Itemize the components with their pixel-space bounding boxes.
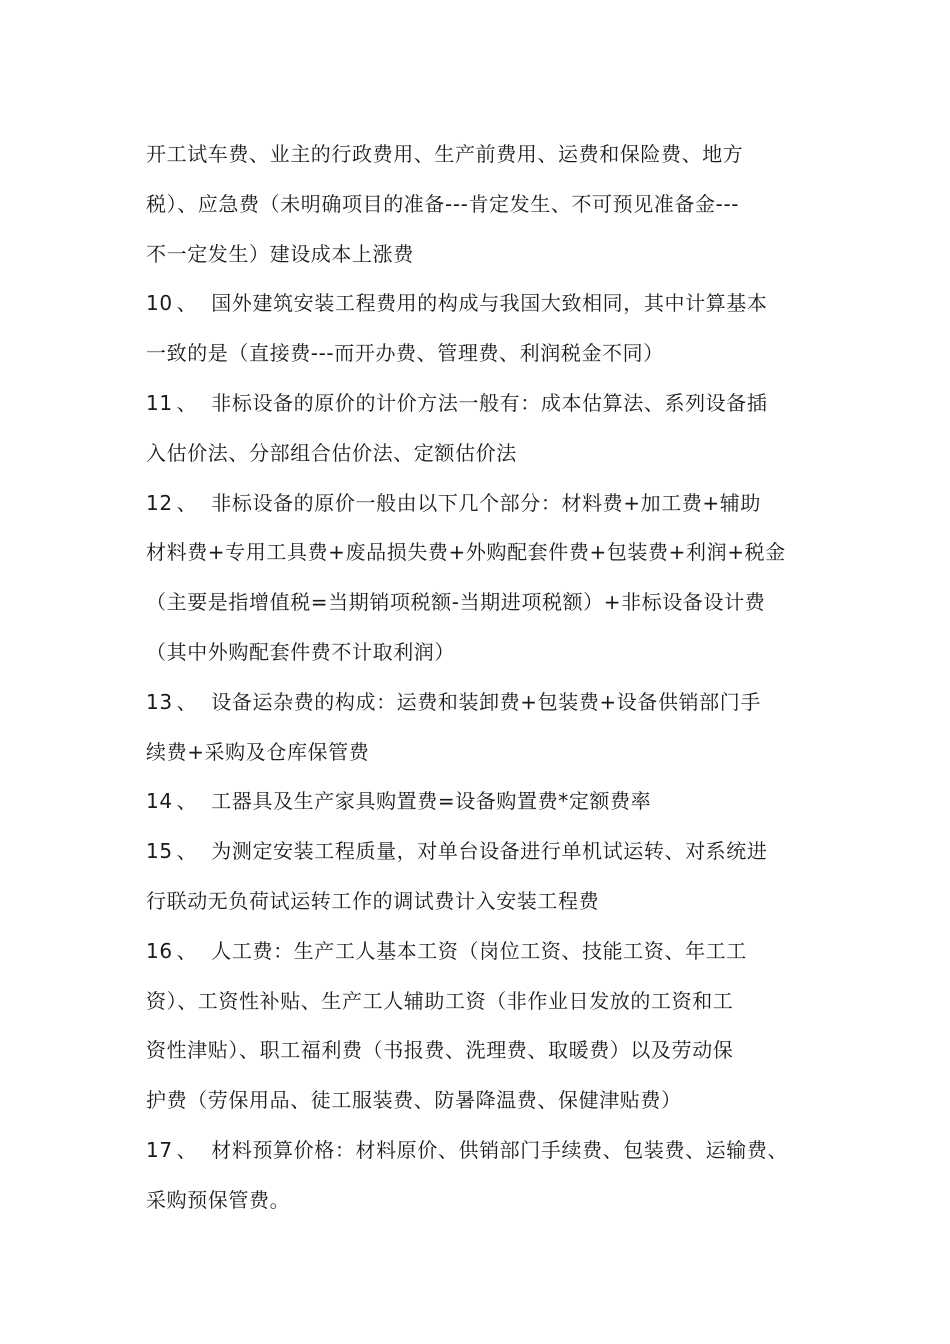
list-item — [146, 1126, 836, 1176]
text-line — [146, 329, 836, 379]
text-line — [146, 130, 836, 180]
item-separator: 、 — [176, 490, 198, 515]
line-text: （主要是指增值税=当期销项税额-当期进项税额）+非标设备设计费 — [146, 590, 766, 615]
line-text: 人工费：生产工人基本工资（岗位工资、技能工资、年工工 — [211, 938, 747, 963]
line-text: 不一定发生）建设成本上涨费 — [146, 241, 414, 266]
item-separator: 、 — [176, 839, 198, 864]
item-separator: 、 — [176, 789, 198, 814]
item-separator: 、 — [176, 689, 198, 714]
list-item — [146, 678, 836, 728]
text-line — [146, 1026, 836, 1076]
item-separator: 、 — [176, 390, 198, 415]
list-item — [146, 279, 836, 329]
item-separator: 、 — [176, 1137, 198, 1162]
list-item — [146, 927, 836, 977]
document-body — [146, 130, 836, 1226]
item-number: 15 — [146, 839, 173, 864]
text-line — [146, 1176, 836, 1226]
line-text: 行联动无负荷试运转工作的调试费计入安装工程费 — [146, 888, 600, 913]
item-number: 16 — [146, 938, 173, 963]
line-text: 资性津贴）、职工福利费（书报费、洗理费、取暖费）以及劳动保 — [146, 1038, 734, 1063]
text-line — [146, 877, 836, 927]
line-text: 为测定安装工程质量，对单台设备进行单机试运转、对系统进 — [211, 839, 768, 864]
list-item — [146, 379, 836, 429]
text-line — [146, 528, 836, 578]
item-number: 14 — [146, 789, 173, 814]
line-text: （其中外购配套件费不计取利润） — [146, 639, 455, 664]
line-text: 一致的是（直接费---而开办费、管理费、利润税金不同） — [146, 341, 664, 366]
line-text: 税）、应急费（未明确项目的准备---肯定发生、不可预见准备金--- — [146, 191, 740, 216]
line-text: 非标设备的原价的计价方法一般有：成本估算法、系列设备插 — [211, 390, 768, 415]
line-text: 材料预算价格：材料原价、供销部门手续费、包装费、运输费、 — [211, 1137, 789, 1162]
text-line — [146, 728, 836, 778]
line-text: 采购预保管费。 — [146, 1187, 291, 1212]
line-text: 国外建筑安装工程费用的构成与我国大致相同，其中计算基本 — [211, 291, 768, 316]
list-item — [146, 827, 836, 877]
text-line — [146, 977, 836, 1027]
list-item — [146, 777, 836, 827]
line-text: 材料费+专用工具费+废品损失费+外购配套件费+包装费+利润+税金 — [146, 540, 786, 565]
text-line — [146, 180, 836, 230]
text-line — [146, 1076, 836, 1126]
line-text: 续费+采购及仓库保管费 — [146, 739, 370, 764]
item-number: 17 — [146, 1137, 173, 1162]
line-text: 工器具及生产家具购置费=设备购置费*定额费率 — [211, 789, 652, 814]
item-number: 13 — [146, 689, 173, 714]
item-separator: 、 — [176, 938, 198, 963]
text-line — [146, 429, 836, 479]
line-text: 非标设备的原价一般由以下几个部分：材料费+加工费+辅助 — [211, 490, 761, 515]
item-number: 12 — [146, 490, 173, 515]
item-number: 11 — [146, 390, 173, 415]
text-line — [146, 230, 836, 280]
line-text: 护费（劳保用品、徒工服装费、防暑降温费、保健津贴费） — [146, 1088, 682, 1113]
line-text: 资）、工资性补贴、生产工人辅助工资（非作业日发放的工资和工 — [146, 988, 734, 1013]
list-item — [146, 479, 836, 529]
item-number: 10 — [146, 291, 173, 316]
line-text: 入估价法、分部组合估价法、定额估价法 — [146, 440, 517, 465]
item-separator: 、 — [176, 291, 198, 316]
line-text: 开工试车费、业主的行政费用、生产前费用、运费和保险费、地方 — [146, 142, 744, 166]
line-text: 设备运杂费的构成：运费和装卸费+包装费+设备供销部门手 — [211, 689, 761, 714]
text-line — [146, 578, 836, 628]
text-line — [146, 628, 836, 678]
